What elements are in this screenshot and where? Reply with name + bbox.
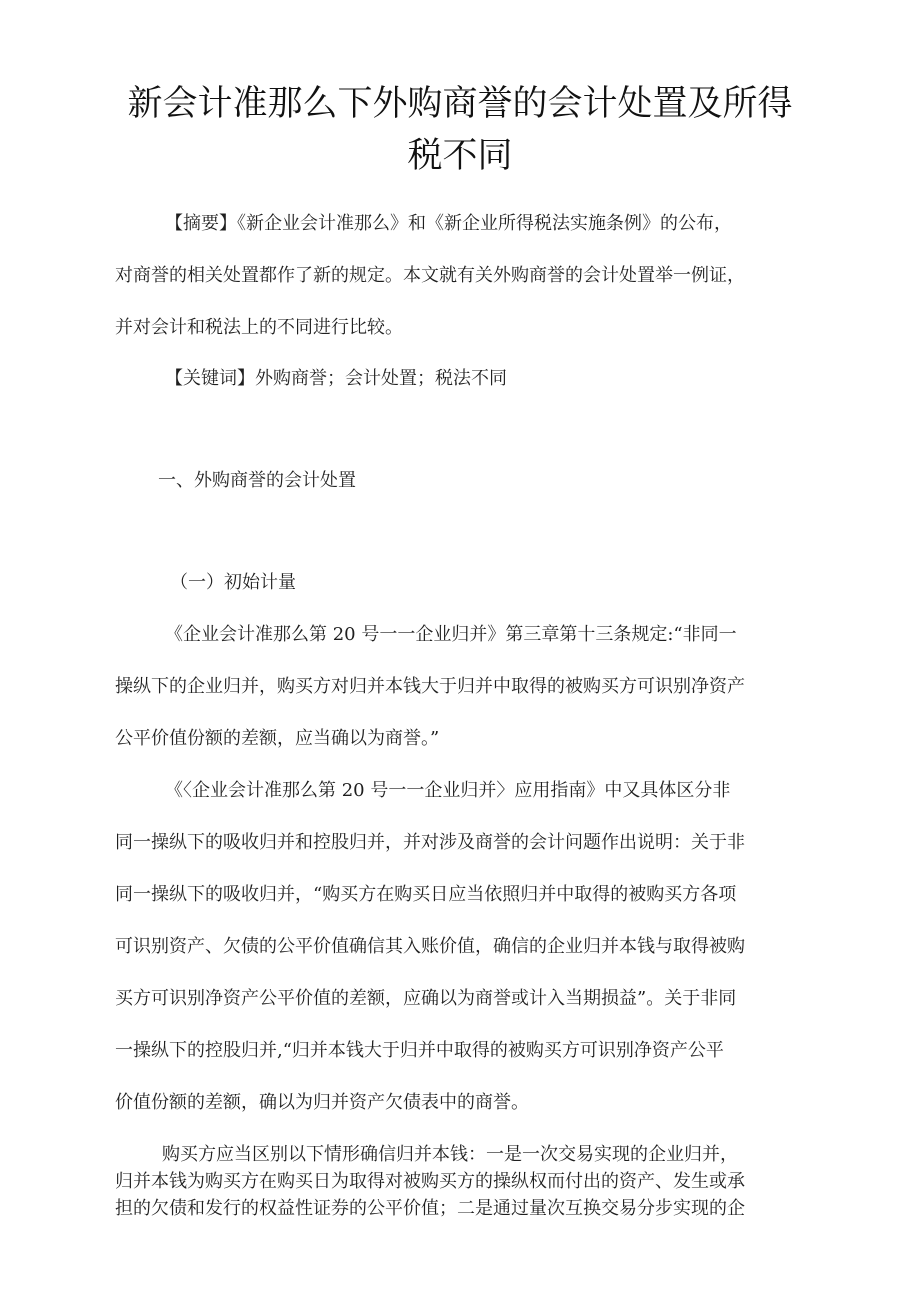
subsection-heading: （一）初始计量 [170,572,296,593]
keywords-line: 【关键词】外购商誉；会计处置；税法不同 [165,368,507,389]
paragraph-line: 公平价值份额的差额，应当确以为商誉。” [115,728,440,749]
abstract-line: 对商誉的相关处置都作了新的规定。本文就有关外购商誉的会计处置举一例证， [115,265,745,286]
paragraph-line: 《〈企业会计准那么第 20 号一一企业归并〉应用指南》中又具体区分非 [165,780,731,801]
paragraph-line: 操纵下的企业归并，购买方对归并本钱大于归并中取得的被购买方可识别净资产 [115,676,745,697]
paragraph-line: 同一操纵下的吸收归并，“购买方在购买日应当依照归并中取得的被购买方各项 [115,884,737,905]
paragraph-line: 买方可识别净资产公平价值的差额，应确以为商誉或计入当期损益”。关于非同 [115,988,737,1009]
paragraph-line: 一操纵下的控股归并,“归并本钱大于归并中取得的被购买方可识别净资产公平 [115,1040,724,1061]
paragraph-line: 《企业会计准那么第 20 号一一企业归并》第三章第十三条规定:“非同一 [165,624,737,645]
document-title-line-1: 新会计准那么下外购商誉的会计处置及所得 [127,84,793,124]
section-heading: 一、外购商誉的会计处置 [158,470,356,491]
paragraph-line: 可识别资产、欠债的公平价值确信其入账价值，确信的企业归并本钱与取得被购 [115,936,745,957]
abstract-line: 【摘要】《新企业会计准那么》和《新企业所得税法实施条例》的公布， [165,213,732,234]
paragraph-line: 购买方应当区别以下情形确信归并本钱：一是一次交易实现的企业归并， [162,1144,738,1165]
abstract-line: 并对会计和税法上的不同进行比较。 [115,317,403,338]
document-title-line-2: 税不同 [407,136,513,176]
paragraph-line: 价值份额的差额，确以为归并资产欠债表中的商誉。 [115,1092,529,1113]
paragraph-line: 归并本钱为购买方在购买日为取得对被购买方的操纵权而付出的资产、发生或承 [115,1171,745,1192]
paragraph-line: 担的欠债和发行的权益性证券的公平价值；二是通过量次互换交易分步实现的企 [115,1198,745,1219]
paragraph-line: 同一操纵下的吸收归并和控股归并，并对涉及商誉的会计问题作出说明：关于非 [115,832,745,853]
